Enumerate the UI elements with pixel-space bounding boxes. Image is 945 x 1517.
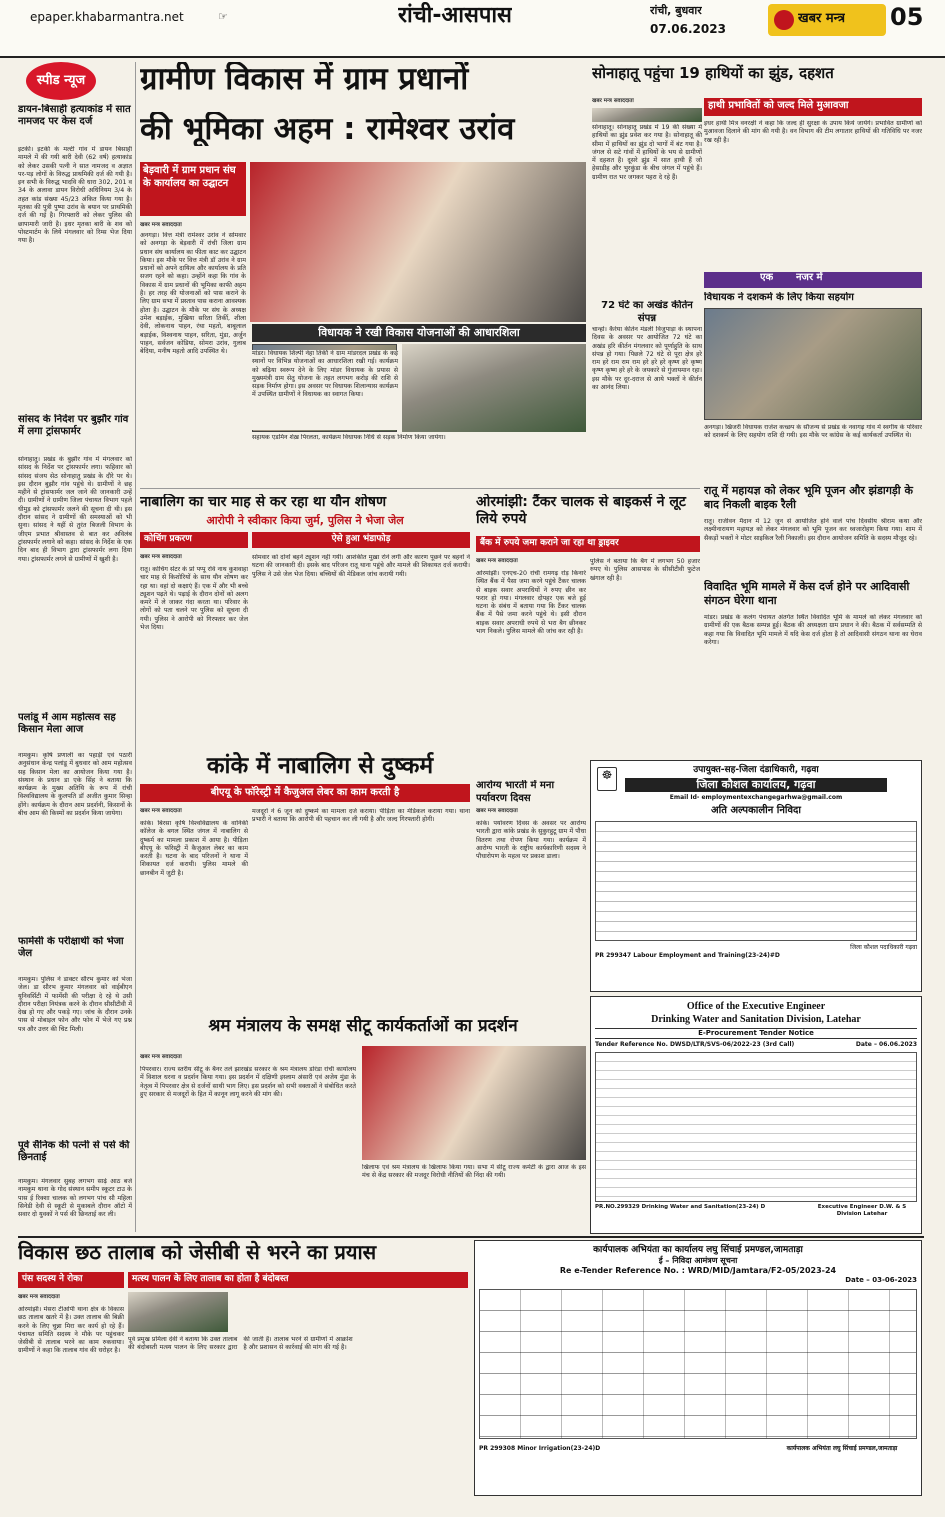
tender3-sign: कार्यपालक अभियंता लघु सिंचाई प्रमण्डल,जामताड़ा: [786, 1445, 898, 1452]
tender2-ref: Tender Reference No. DWSD/LTR/SVS-06/2022-23 (3rd Call): [595, 1040, 795, 1048]
tender-jamtara: [474, 1240, 922, 1496]
speed-news-column: [18, 62, 132, 1232]
citu-photo[interactable]: [362, 1046, 586, 1160]
talab-body-2: पूर्व प्रमुख प्रमिला देवी ने बताया कि उक्त तालाब की बंदोबस्ती मत्स्य पालन के लिए सरकार द्वारा की जाती है। तालाब भरने से ग्रामीणों में आक्रोश है और प्रशासन से कार्रवाई की मांग की गई है।: [128, 1336, 353, 1352]
page-number: 05: [890, 3, 924, 31]
speed-item-2-body: सोनाहातु। प्रखंड के बुझौर गांव में मंगलवार को सांसद के निर्देश पर ट्रांसफार्मर लगा। फहिवार को सांसद संजय सेठ सोनाहातु प्रखंड के दौरे पर थे। इस दौरान बुझौर गांव पहुंचे थे। ग्रामीणों ने छह महीने से ट्रांसफार्मर जल जाने की जानकारी उन्हें दी। ग्रामीणों ने ग्रामीण जिला पंचायत विभाग पहले धीमुड़ को ट्रांसफार्मर जलने की सूचना दी थी। इस दौरान सांसद ने ग्रामीणों की समस्याओं को भी सुना। सांसद ने यहीं से तुरंत बिजली विभाग के जीएम प्रभात श्रीवास्तव से बात कर अविलंब ट्रांसफार्मर लगाने को कहा। सांसद के निर्देश के एक दिन बाद ही विभाग द्वारा ट्रांसफार्मर लगा दिया गया। ट्रांसफार्मर लगने से ग्रामीणों में खुशी है।: [18, 456, 132, 563]
speed-item-5-body: नामकुम। मंगलवार सुबह लगभग साढ़े आठ बजे नामकुम थाना के गोद संस्थान समीप स्कूटर टाउ के पास ई रिक्शा चालक को लगभग पांच सौ महिला सिनेडी देवी से स्कूटी से मुकाबले दौरान ऑटो में सवार दो युवकों ने पर्स की छिनताई कर ली।: [18, 1178, 132, 1219]
header-date: 07.06.2023: [650, 22, 726, 36]
shila-body: मांडर। विधायक शिल्पी नेहा तिर्की ने ग्राम मांडरदल प्रखंड के कई स्थानों पर विभिन्न योजनाओं का आधारशिला रखी गई। कार्यक्रम को बढ़िया स्वरूप देने के लिए मांडर विधायक के प्रयास से मुख्यमंत्री ग्राम सेतु योजना के तहत लगभग करोड़ की राशि से सड़क निर्माण होगा। इस अवसर पर विधायक शिलान्यास कार्यक्रम में उपस्थित ग्रामीणों ने विधायक का स्वागत किया।: [252, 350, 400, 430]
tender2-head1: Office of the Executive Engineer: [686, 1001, 826, 1012]
tender2-table: [595, 1052, 917, 1202]
tender3-ref: Re e-Tender Reference No. : WRD/MID/Jamtara/F2-05/2023-24: [559, 1266, 837, 1276]
coaching-headline: नाबालिग का चार माह से कर रहा था यौन शोषण: [140, 494, 387, 510]
shila-credit: सहायक एडमिन शेख़ पिरलता, कार्यक्रम विधायक निधि से सड़क निर्माण किया जायेगा।: [252, 434, 446, 441]
tender2-sign: Executive Engineer D.W. & S Division Latehar: [817, 1204, 907, 1218]
tender1-title: अति अल्पकालीन निविदा: [711, 804, 801, 816]
kirtan-body: चान्हो। कैरेया कीर्तन मंडली विजुपाड़ा के स्थापना दिवस के अवसर पर आयोजित 72 घंटे का अखंड हरि कीर्तन मंगलवार को पूर्णाहुति के साथ संपन्न हो गया। पिछले 72 घंटे से पूरा क्षेत्र हरे राम हरे राम राम राम हरे हरे हरे कृष्ण हरे कृष्ण कृष्ण कृष्ण हरे हरे के जयकारे से गुंजायमान रहा। इस मौके पर दूर-दराज से आये भक्तों ने कीर्तन का आनंद लिया।: [592, 326, 702, 392]
tender3-date: Date – 03-06-2023: [845, 1276, 917, 1285]
citu-body: पिपरवार। राज्य स्तरीय सीटू के बैनर तले झारखंड सरकार के श्रम मंत्रालय डोरंडा रांची कार्यालय में विशाल धरना व प्रदर्शन किया गया। इस प्रदर्शन में दक्षिणी इस्लाम अंसारी एवं अजेय मुंडा के नेतृत्व में पिपरवार क्षेत्र से दर्जनों साथी भाग लिए। इस प्रदर्शन को सभी वक्ताओं ने संबोधित करते हुए सरकार से मजदूरों के हित में कानून लागू करने की मांग की।: [140, 1066, 356, 1098]
talab-byline: खबर मन्त्र संवाददाता: [18, 1294, 60, 1300]
lead-headline-2: की भूमिका अहम : रामेश्वर उरांव: [140, 112, 515, 147]
talab-headline: विकास छठ तालाब को जेसीबी से भरने का प्रयास: [18, 1240, 377, 1264]
masthead: [0, 0, 945, 58]
coaching-body-2: सोमवार को दोनों बहनें ट्यूशन नहीं गयीं। आशंकीत मुख़ा रोने लगी और कारण पूछने पर बहनों ने घटना की जानकारी दी। इसके बाद परिजन रातू थाना पहुंचे और मामले की शिकायत दर्ज करायी। पुलिस ने उसे जेल भेज दिया। बच्चियों की मेडिकल जांच करायी गयी।: [252, 554, 470, 578]
ratu-headline: रातू में महायज्ञ को लेकर भूमि पूजन और झंडागड़ी के बाद निकली बाइक रैली: [704, 484, 913, 511]
ormanjhi-body-2: पुलिस ने बताया कि बैग में लगभग 50 हजार रुपए थे। पुलिस आसपास के सीसीटीवी फुटेज खंगाल रही है।: [590, 558, 700, 582]
speed-item-3-body: नामकुम। कृषि प्रणाली का पहाड़ी एवं पठारी अनुसंधान केन्द्र पलांडू में बुधवार को आम महोत्सव सह किसान मेला का आयोजन किया गया है। संस्थान के प्रधान डा एके सिंह ने बताया कि कार्यक्रम के मुख्य अतिथि के रूप में रांची विश्वविद्यालय के कुलपति डॉ अजीत कुमार सिन्हा होंगे। कार्यक्रम के दौरान आम प्रदर्शनी, किसानों के बीच आम की किस्मों का प्रदर्शन किया जायेगा।: [18, 752, 132, 818]
coaching-tag-1: कोचिंग प्रकरण: [140, 532, 248, 548]
ormanjhi-headline: ओरमांझी: टैंकर चालक से बाइकर्स ने लूट लिये रुपये: [476, 494, 686, 527]
lead-byline: खबर मन्त्र संवाददाता: [140, 222, 182, 228]
coaching-tag-2: ऐसे हुआ भंडाफोड़: [252, 532, 470, 548]
kanke-body-2: मजदूरों ने 6 जून को दुष्कर्म का मामला दर्ज कराया। पीड़िता का मेडिकल कराया गया। थाना प्रभारी ने बताया कि आरोपी की पहचान कर ली गयी है और जल्द गिरफ्तारी होगी।: [252, 808, 470, 824]
tender1-email[interactable]: Email Id- employmentexchangegarhwa@gmail.com: [669, 794, 843, 801]
speed-item-4-title: फार्मेसी के परीक्षार्थी को भेजा जेल: [18, 936, 124, 959]
tender1-ref: PR 299347 Labour Employment and Training(23-24)#D: [595, 951, 780, 959]
shila-caption: विधायक ने रखी विकास योजनाओं की आधारशिला: [252, 324, 586, 342]
lead-photo[interactable]: [250, 162, 586, 322]
ormanjhi-body: ओरमांझी। एनएच-20 रांची रामगढ़ रोड़ किनारे स्थित बैंक में पैसा जमा करने पहुंचे टैंकर चालक से बाइक सवार अपराधियों ने रुपए छीन कर फरार हो गया। मंगलवार दोपहर एक बजे हुई घटना के संबंध में बताया गया कि टैंकर चालक बैंक में पैसे जमा करने पहुंचे थे। इसी दौरान बाइक सवार अपराधी रुपये से भरा बैग छीनकर भाग निकले। पुलिस मामले की जांच कर रही है।: [476, 570, 586, 636]
section-title: रांची-आसपास: [398, 3, 512, 28]
kanke-headline: कांके में नाबालिग से दुष्कर्म: [206, 753, 434, 779]
tender3-footer: PR 299308 Minor Irrigation(23-24)D: [479, 1445, 601, 1452]
aarogya-headline: आरोग्य भारती में मना पर्यावरण दिवस: [476, 780, 555, 804]
tender1-footer: जिला कौशल पदाधिकारी गढ़वा: [850, 944, 917, 951]
tender-garhwa: [590, 760, 922, 992]
tender1-head1: उपायुक्त-सह-जिला दंडाधिकारी, गढ़वा: [693, 765, 819, 775]
tender2-head2: Drinking Water and Sanitation Division, Latehar: [651, 1013, 861, 1025]
ek-nazar-title: नजर में: [796, 272, 823, 283]
vivadit-body: मांडर। प्रखंड के कलंग पंचायत अंतर्गत स्थित विवादित भूमि के मामले को लेकर मंगलवार को ग्रामीणों की एक बैठक सम्पन्न हुई। बैठक की अध्यक्षता ग्राम प्रधान ने की। बैठक में सर्वसम्मति से कहा गया कि विवादित भूमि मामले में यदि केस दर्ज होता है तो आदिवासी संगठन थाना का घेराव करेगा।: [704, 614, 922, 646]
brand-box: [768, 4, 886, 36]
citu-byline: खबर मन्त्र संवाददाता: [140, 1054, 182, 1060]
tender3-head2: ई – निविदा आमंत्रण सूचना: [658, 1256, 738, 1266]
section-rule: [140, 488, 700, 489]
mla-photo[interactable]: [704, 308, 922, 420]
kanke-kicker: बीएयू के फॉरेस्ट्री में कैजुअल लेबर का काम करती है: [140, 784, 470, 802]
sonahatu-byline: खबर मन्त्र संवाददाता: [592, 98, 634, 104]
speed-item-1-body: इटकी। इटकी के मल्टी गांव में डायन बिसाही मामले में की गयी बारी देवी (62 वर्ष) हत्याकांड को लेकर उसकी पत्नी ने सात नामजद व अज्ञात पर-पड़ लोगों के विरुद्ध प्राथमिकी दर्ज की गयी है। इन सभी के विरुद्ध भादवि की धारा 302, 201 व 34 के अलावा डायन विरोधी अधिनियम 3/4 के तहत कांड संख्या 45/23 अंकित किया गया है। मृतका की पुत्री पुष्पा उरांव के बयान पर प्राथमिकी दर्ज की गई है। गिरफ्तारी को लेकर पुलिस की छापामारी जारी है। इधर मृतका बारी के शव को पोस्टमार्टम के लिये मंगलवार को रिम्स भेज दिया गया है।: [18, 146, 132, 245]
talab-body: ओरमांझी। मेसरा टीओपी थाना क्षेत्र के विकास छठ तालाब खतरे में है। उक्त तालाब की बिक्री करने के लिए चुन्ना मिरा कर कार्य हो रहे हैं। पंचायत समिति सदस्य ने मौके पर पहुंचकर जेसीबी से तालाब भरने का काम रुकवाया। ग्रामीणों ने कहा कि तालाब गांव की धरोहर है।: [18, 1306, 124, 1355]
tender1-table: [595, 821, 917, 941]
vivadit-headline: विवादित भूमि मामले में केस दर्ज होने पर आदिवासी संगठन घेरेगा थाना: [704, 580, 910, 607]
tender1-emblem-icon: ☸: [597, 767, 617, 791]
bottom-rule: [18, 1236, 924, 1238]
coaching-body: रातू। कोचिंग सेंटर के प्रो पप्पू रवि नाथ कुशवाहा चार माह से किशोरियों के साथ यौन शोषण कर रहा था। वहां दो कक्षाएं हैं। एक में और भी बच्चे ट्यूशन पढ़ते थे। पढ़ाई के दौरान दोनों को अलग कमरे में ले जाकर गंदा करता था। परिवार के लोगों को पता चलने पर पुलिस को सूचना दी गयी। पुलिस ने आरोपी को गिरफ्तार कर जेल भेज दिया।: [140, 566, 248, 632]
kanke-byline: खबर मन्त्र संवाददाता: [140, 808, 182, 814]
talab-tag: पंस सदस्य ने रोका: [18, 1272, 124, 1288]
mla-body: अनगड़ा। खिजरी विधायक राजेश कच्छप के सौजन्य से प्रखंड के नवागढ़ गांव में स्वर्गीय के परिवार को दशकर्म के लिए सहयोग राशि दी गयी। इस मौके पर कांग्रेस के कई कार्यकर्ता उपस्थित थे।: [704, 424, 922, 440]
ratu-body: रातू। राजीवन मैदान में 12 जून से आयोजित होने वाले पांच दिवसीय श्रीराम कथा और लक्ष्मीनारायण महायज्ञ को लेकर मंगलवार को भूमि पूजन कर ध्वजारोहण किया गया। शाम में सैकड़ों भक्तों ने मोटर साइकिल रैली निकाली। इस दौरान आयोजन समिति के सदस्य मौजूद रहे।: [704, 518, 922, 542]
sonahatu-kicker: हाथी प्रभावितों को जल्द मिले मुआवजा: [704, 98, 922, 116]
tender-latehar: [590, 996, 922, 1234]
sonahatu-photo[interactable]: [592, 108, 702, 122]
speed-item-4-body: नामकुम। पुलिस ने डाक्टर सौरभ कुमार को भेजा जेल। डा सौरभ कुमार मंगलवार को वाईबीएन यूनिवर्सिटी में फार्मेसी की परीक्षा दे रहे थे उसी दौरान परीक्षा नियंत्रक करने के दौरान सीसीटीवी में देख हो गए और पकड़े गए। जांच के दौरान उनके पास से मोबाइल फोन और फोन में भेजे गए प्रश्न पत्र और उत्तर की चिट मिली।: [18, 976, 132, 1033]
coaching-kicker: आरोपी ने स्वीकार किया जुर्म, पुलिस ने भेजा जेल: [206, 514, 404, 527]
talab-kicker: मत्स्य पालन के लिए तालाब का होता है बंदोबस्त: [128, 1272, 468, 1288]
speed-item-2-title: सांसद के निर्देश पर बुझौर गांव में लगा ट्रांसफार्मर: [18, 414, 129, 437]
kirtan-headline: 72 घंटे का अखंड कीर्तन संपन्न: [601, 300, 693, 324]
column-divider: [135, 62, 136, 1232]
lead-headline-1: ग्रामीण विकास में ग्राम प्रधानों: [140, 62, 469, 97]
header-day: रांची, बुधवार: [650, 4, 702, 17]
speed-item-5-title: पूर्व सैनिक की पत्नी से पर्स की छिनताई: [18, 1140, 130, 1163]
ormanjhi-byline: खबर मन्त्र संवाददाता: [476, 558, 518, 564]
lead-kicker: बेड़वारी में ग्राम प्रधान संघ के कार्यालय का उद्घाटन: [140, 162, 246, 216]
speed-item-1-title: डायन-बिसाही हत्याकांड में सात नामजद पर केस दर्ज: [18, 104, 131, 127]
site-url[interactable]: epaper.khabarmantra.net: [30, 10, 184, 24]
tender2-notice: E-Procurement Tender Notice: [595, 1028, 917, 1039]
citu-headline: श्रम मंत्रालय के समक्ष सीटू कार्यकर्ताओं का प्रदर्शन: [208, 1016, 518, 1036]
citu-body-2: खिलाफ एवं श्रम मंत्रालय के खिलाफ किया गया। सभा में सीटू राज्य कमेटी के द्वारा आज के इस मंच से केंद्र सरकार की मजदूर विरोधी नीतियों की निंदा की गयी।: [362, 1164, 586, 1180]
brand-logo-icon: [774, 10, 794, 30]
tender2-footer-ref: PR.NO.299329 Drinking Water and Sanitation(23-24) D: [595, 1204, 766, 1211]
brand-name: खबर मन्त्र: [798, 11, 846, 26]
aarogya-body: कांके। पर्यावरण दिवस के अवसर पर आरोग्य भारती द्वारा कांके प्रखंड के सुकुरहुटू ग्राम में पौधा वितरण तथा रोपण किया गया। कार्यक्रम में आरोग्य भारती के राष्ट्रीय कार्यकारिणी सदस्य ने पौधारोपण के महत्व पर प्रकाश डाला।: [476, 820, 586, 861]
tender2-date: Date – 06.06.2023: [855, 1040, 917, 1048]
ormanjhi-kicker: बैंक में रुपये जमा कराने जा रहा था ड्राइवर: [476, 536, 700, 552]
tender3-table: [479, 1289, 917, 1439]
mla-headline: विधायक ने दशकर्म के लिए किया सहयोग: [704, 292, 854, 303]
kanke-body: कांके। बिरसा कृषि विश्वविद्यालय के वानिकी कॉलेज के बगल स्थित जंगल में नाबालिग से दुष्कर्म का मामला प्रकाश में आया है। पीड़िता बीएयू के फॉरेस्ट्री में कैजुअल लेबर का काम करती है। घटना के बाद परिजनों ने थाना में शिकायत दर्ज करायी। पुलिस मामले की छानबीन में जुटी है।: [140, 820, 248, 877]
speed-news-logo: स्पीड न्यूज: [26, 62, 96, 100]
coaching-byline: खबर मन्त्र संवाददाता: [140, 554, 182, 560]
tender1-head2: जिला कौशल कार्यालय, गढ़वा: [625, 778, 887, 792]
cursor-icon: ☞: [218, 10, 228, 23]
tender3-head1: कार्यपालक अभियंता का कार्यालय लघु सिंचाई प्रमण्डल,जामताड़ा: [593, 1245, 803, 1255]
aarogya-byline: खबर मन्त्र संवाददाता: [476, 808, 518, 814]
ek-nazar-label: एक: [760, 272, 774, 283]
talab-photo[interactable]: [128, 1292, 228, 1332]
shila-photo-2[interactable]: [402, 344, 586, 432]
sonahatu-headline: सोनाहातू पहुंचा 19 हाथियों का झुंड, दहशत: [592, 64, 834, 82]
lead-body: अनगड़ा। वित्त मंत्री रामेश्वर उरांव ने सोमवार को अनगड़ा के बेड़वारी में रांची जिला ग्राम प्रधान संघ कार्यालय का फीता काट कर उद्घाटन किया। इस मौके पर वित्त मंत्री डॉ उरांव ने ग्राम प्रधानों को अपने दायित्व और कार्यालय के प्रति सजग रहने को कहा। उन्होंने कहा कि गांव के विकास में ग्राम प्रधानों की भूमिका काफी अहम है। हर तरह की योजनाओं को पास कराने के लिए ग्राम सभा में प्रस्ताव पास कराना आवश्यक होता है। उद्घाटन के मौके पर संघ के अध्यक्ष उमेश बड़ाईक, मुखिया सरिता तिर्की, शीला देवी, लोकनाथ पाहन, रंथा महतो, बाबूलाल बड़ाईक, विश्वनाथ पाहन, सरिता, मुंडा, अर्जुन पाहन, सर्वजन कोडिया, सोमरा उरांव, गुलाब बेदिया, मनीष महतो आदि उपस्थित थे।: [140, 232, 246, 356]
speed-item-3-title: पलांडू में आम महोत्सव सह किसान मेला आज: [18, 712, 116, 735]
sonahatu-body-2: इधर हाथी मित्र वनरक्षी ने कहा कि जल्द ही सुरक्षा के उपाय किये जायेंगे। प्रभावित ग्रामीणों को मुआवजा दिलाने की मांग की गयी है। वन विभाग की टीम लगातार हाथियों की गतिविधि पर नजर रख रही है।: [704, 120, 922, 144]
sonahatu-body: सोनाहातू। सोनाहातू प्रखंड में 19 की संख्या में हाथियों का झुंड प्रवेश कर गया है। सोनाहातू की सीमा में हाथियों का झुंड दो भागों में बंट गया है। जंगल से सटे गांवों में हाथियों के भय से ग्रामीणों में दहशत है। दूसरे झुंड में सात हाथी हैं जो हेसाडीह और भुरकुंडा के बीच जंगल में पहुंचे हैं। ग्रामीण रात भर जगकर पहरा दे रहे हैं।: [592, 124, 702, 181]
